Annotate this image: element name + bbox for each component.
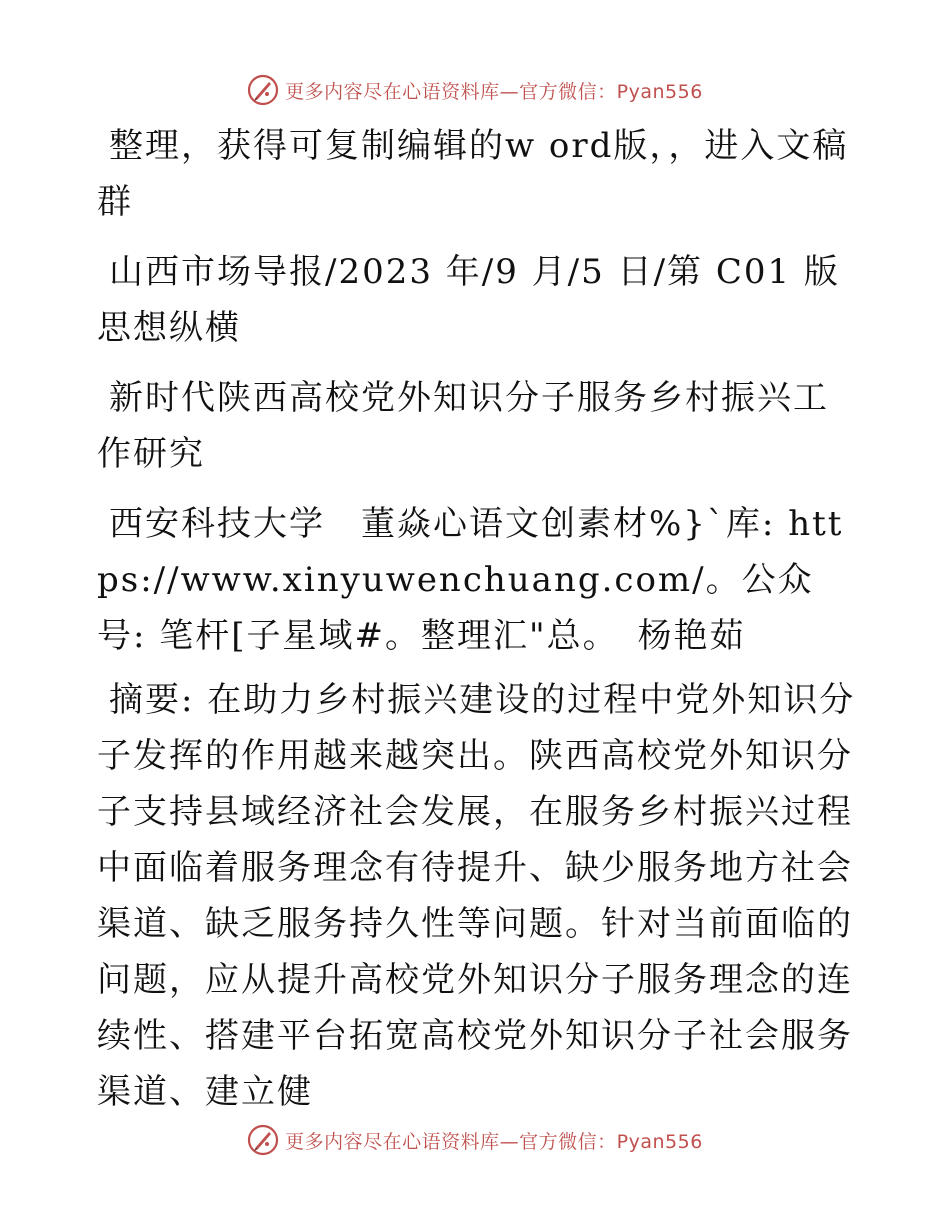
source-line: 山西市场导报/2023 年/9 月/5 日/第 C01 版思想纵横	[97, 252, 840, 348]
article-title: 新时代陕西高校党外知识分子服务乡村振兴工作研究	[97, 378, 829, 474]
watermark-text: 更多内容尽在心语资料库—官方微信：Pyan556	[285, 1130, 703, 1153]
document-body	[97, 118, 857, 1134]
quill-pen-logo-icon	[247, 1124, 279, 1156]
quill-pen-logo-icon	[247, 74, 279, 106]
intro-line: 整理，获得可复制编辑的w ord版，，进入文稿群	[97, 126, 849, 222]
author-line: 西安科技大学 董焱心语文创素材%}`库: https://www.xinyuwenchuang.com/。公众号: 笔杆[子星域#。整理汇"总。 杨艳茹	[97, 504, 844, 656]
footer-watermark	[0, 1120, 950, 1160]
watermark-text: 更多内容尽在心语资料库—官方微信：Pyan556	[285, 80, 703, 103]
abstract-paragraph: 摘要: 在助力乡村振兴建设的过程中党外知识分子发挥的作用越来越突出。陕西高校党外知识分子支持县域经济社会发展，在服务乡村振兴过程中面临着服务理念有待提升、缺少服务地方社会渠道、缺乏服务持久性等问题。针对当前面临的问题，应从提升高校党外知识分子服务理念的连续性、搭建平台拓宽高校党外知识分子社会服务渠道、建立健	[97, 680, 856, 1112]
header-watermark	[0, 70, 950, 110]
